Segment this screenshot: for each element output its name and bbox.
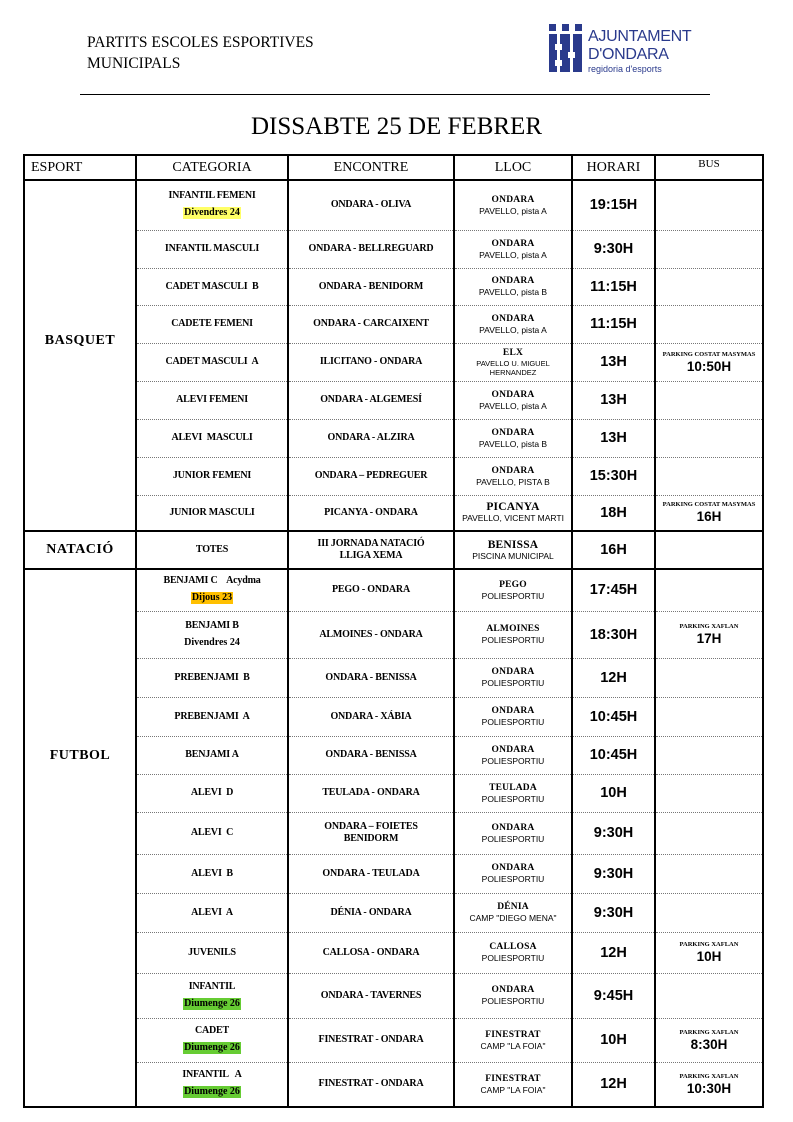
time-cell <box>572 268 655 305</box>
bus-cell <box>655 305 763 343</box>
time-cell <box>572 343 655 381</box>
venue-place: POLIESPORTIU <box>481 717 545 727</box>
category-cell <box>136 854 288 893</box>
venue-town: ONDARA <box>491 706 535 716</box>
venue-town: ONDARA <box>491 238 535 249</box>
bus-cell <box>655 419 763 457</box>
venue-cell <box>454 457 572 495</box>
category-cell <box>136 230 288 268</box>
bus-departure-time: 10:30H <box>686 1080 732 1096</box>
table-row <box>24 180 763 230</box>
match-cell <box>288 531 454 569</box>
match-cell <box>288 230 454 268</box>
venue-cell <box>454 495 572 531</box>
venue-town: ONDARA <box>491 313 535 324</box>
category-cell <box>136 495 288 531</box>
venue-town: CALLOSA <box>489 942 537 952</box>
bus-cell <box>655 531 763 569</box>
column-header-categoria: CATEGORIA <box>136 155 288 180</box>
column-header-esport: ESPORT <box>24 155 136 180</box>
match-cell <box>288 812 454 854</box>
category-name: INFANTIL MASCULI <box>164 243 260 254</box>
venue-cell <box>454 531 572 569</box>
sport-cell-natacio: NATACIÓ <box>24 531 136 569</box>
category-name: ALEVI C <box>190 827 234 838</box>
venue-cell <box>454 932 572 973</box>
match-cell <box>288 419 454 457</box>
time-cell <box>572 812 655 854</box>
match-name: ALMOINES - ONDARA <box>319 628 423 640</box>
venue-place: PAVELLO, pista A <box>479 249 547 260</box>
category-name: BENJAMI B <box>185 619 239 631</box>
match-name: ONDARA – PEDREGUER <box>314 470 428 481</box>
match-cell <box>288 457 454 495</box>
time-cell <box>572 457 655 495</box>
category-date-note: Diumenge 26 <box>184 1042 240 1053</box>
match-time: 19:15H <box>589 197 638 214</box>
bus-cell <box>655 854 763 893</box>
match-name: PEGO - ONDARA <box>332 584 410 596</box>
document-title-line2: MUNICIPALS <box>87 55 181 72</box>
match-name: ONDARA - ALGEMESÍ <box>320 394 422 405</box>
bus-cell <box>655 569 763 611</box>
sport-cell-basquet: BASQUET <box>24 180 136 531</box>
match-time: 10:45H <box>589 747 638 763</box>
match-cell <box>288 774 454 812</box>
venue-place: PAVELLO, pista B <box>478 438 548 449</box>
category-name: ALEVI A <box>191 906 233 918</box>
venue-town: PICANYA <box>486 501 540 514</box>
bus-cell <box>655 774 763 812</box>
time-cell <box>572 932 655 973</box>
match-cell <box>288 854 454 893</box>
column-header-horari: HORARI <box>572 155 655 180</box>
time-cell <box>572 495 655 531</box>
ajuntament-emblem-icon <box>547 22 585 74</box>
category-cell <box>136 531 288 569</box>
category-cell <box>136 697 288 736</box>
bus-pickup-place: PARKING COSTAT MASYMAS <box>662 350 756 358</box>
bus-cell <box>655 736 763 774</box>
category-cell <box>136 932 288 973</box>
category-name: JUNIOR FEMENI <box>172 470 252 481</box>
bus-cell <box>655 1062 763 1107</box>
document-title <box>87 32 314 74</box>
venue-cell <box>454 180 572 230</box>
match-name: ILICITANO - ONDARA <box>319 356 423 367</box>
category-cell <box>136 268 288 305</box>
category-name: CADET <box>194 1025 229 1036</box>
venue-town: BENISSA <box>487 538 539 551</box>
venue-cell <box>454 230 572 268</box>
venue-cell <box>454 854 572 893</box>
category-name: TOTES <box>195 544 229 555</box>
match-name: ONDARA - CARCAIXENT <box>313 318 429 329</box>
bus-departure-time: 10H <box>696 949 722 964</box>
bus-cell <box>655 495 763 531</box>
table-row <box>24 569 763 611</box>
category-name: BENJAMI C Acydma <box>163 575 261 587</box>
bus-pickup-place: PARKING XAFLAN <box>679 1028 739 1036</box>
bus-cell <box>655 658 763 697</box>
venue-town: ONDARA <box>491 427 535 438</box>
match-cell <box>288 569 454 611</box>
category-name: PREBENJAMI B <box>174 671 250 683</box>
category-cell <box>136 736 288 774</box>
match-cell <box>288 973 454 1018</box>
match-time: 13H <box>600 354 627 370</box>
match-cell <box>288 495 454 531</box>
column-header-bus: BUS <box>655 155 763 180</box>
logo-text-ajuntament: AJUNTAMENT <box>588 28 692 45</box>
match-time: 9:30H <box>593 825 634 841</box>
venue-cell <box>454 268 572 305</box>
category-cell <box>136 1018 288 1062</box>
day-title: DISSABTE 25 DE FEBRER <box>250 113 542 140</box>
table-row <box>24 531 763 569</box>
venue-place: POLIESPORTIU <box>481 874 545 884</box>
match-time: 18H <box>600 504 627 521</box>
category-date-note: Diumenge 26 <box>184 997 240 1009</box>
match-name: ONDARA - BELLREGUARD <box>308 243 434 254</box>
match-name: ONDARA - BENIDORM <box>318 280 424 292</box>
match-cell <box>288 893 454 932</box>
match-time: 18:30H <box>589 626 638 643</box>
venue-cell <box>454 774 572 812</box>
table-header-row <box>24 155 763 180</box>
bus-departure-time: 17H <box>696 631 722 646</box>
match-name: FINESTRAT - ONDARA <box>318 1034 424 1045</box>
venue-town: ELX <box>502 347 524 358</box>
match-time: 9:30H <box>593 241 634 257</box>
match-name: III JORNADA NATACIÓ LLIGA XEMA <box>317 538 425 561</box>
venue-place: POLIESPORTIU <box>481 635 545 645</box>
match-time: 12H <box>600 669 627 686</box>
venue-place: POLIESPORTIU <box>481 953 545 963</box>
match-cell <box>288 343 454 381</box>
category-cell <box>136 774 288 812</box>
match-cell <box>288 180 454 230</box>
match-name: ONDARA - ALZIRA <box>327 432 415 443</box>
match-time: 13H <box>600 392 627 408</box>
venue-town: ONDARA <box>491 744 535 755</box>
match-time: 13H <box>600 430 627 446</box>
category-cell <box>136 343 288 381</box>
venue-cell <box>454 611 572 658</box>
category-cell <box>136 419 288 457</box>
category-cell <box>136 1062 288 1107</box>
venue-town: PEGO <box>499 579 527 590</box>
match-cell <box>288 697 454 736</box>
category-date-note: Diumenge 26 <box>184 1086 240 1098</box>
venue-town: FINESTRAT <box>485 1073 541 1084</box>
bus-cell <box>655 230 763 268</box>
bus-cell <box>655 180 763 230</box>
venue-place: PAVELLO, pista A <box>479 400 547 411</box>
venue-town: DÉNIA <box>497 902 529 912</box>
venue-place: CAMP "DIEGO MENA" <box>469 913 557 923</box>
category-cell <box>136 893 288 932</box>
match-cell <box>288 611 454 658</box>
match-time: 10:45H <box>589 708 638 725</box>
logo-text-ondara: D'ONDARA <box>588 46 669 63</box>
venue-place: CAMP "LA FOIA" <box>480 1040 546 1051</box>
time-cell <box>572 611 655 658</box>
venue-cell <box>454 973 572 1018</box>
category-name: ALEVI FEMENI <box>176 394 248 405</box>
category-cell <box>136 381 288 419</box>
bus-pickup-place: PARKING XAFLAN <box>679 1072 739 1080</box>
time-cell <box>572 697 655 736</box>
category-name: ALEVI B <box>191 867 233 879</box>
venue-place: PAVELLO, VICENT MARTI <box>462 513 564 524</box>
bus-departure-time: 16H <box>696 509 722 525</box>
match-time: 12H <box>600 1076 627 1093</box>
bus-cell <box>655 381 763 419</box>
match-name: ONDARA - BENISSA <box>325 749 417 760</box>
bus-cell <box>655 812 763 854</box>
column-header-encontre: ENCONTRE <box>288 155 454 180</box>
venue-cell <box>454 381 572 419</box>
bus-cell <box>655 457 763 495</box>
bus-departure-time: 10:50H <box>686 358 732 374</box>
match-cell <box>288 932 454 973</box>
match-time: 17:45H <box>589 582 638 599</box>
category-name: CADETE FEMENI <box>171 318 253 329</box>
venue-place: POLIESPORTIU <box>481 996 545 1006</box>
venue-cell <box>454 893 572 932</box>
category-name: CADET MASCULI A <box>165 356 259 367</box>
venue-town: FINESTRAT <box>485 1029 541 1040</box>
category-name: ALEVI MASCULI <box>171 432 253 443</box>
match-time: 15:30H <box>589 468 638 484</box>
match-cell <box>288 1062 454 1107</box>
venue-cell <box>454 812 572 854</box>
venue-place: PAVELLO, pista A <box>479 205 547 216</box>
venue-town: ONDARA <box>491 985 535 995</box>
match-name: FINESTRAT - ONDARA <box>318 1078 424 1090</box>
venue-cell <box>454 569 572 611</box>
time-cell <box>572 854 655 893</box>
schedule-body <box>24 180 763 1107</box>
venue-town: ONDARA <box>491 667 535 677</box>
document-title-line1: PARTITS ESCOLES ESPORTIVES <box>87 34 314 51</box>
match-name: ONDARA - TAVERNES <box>320 989 422 1001</box>
venue-town: ONDARA <box>491 194 535 205</box>
match-cell <box>288 658 454 697</box>
venue-place: PISCINA MUNICIPAL <box>472 550 554 561</box>
match-time: 11:15H <box>590 278 637 295</box>
venue-place: CAMP "LA FOIA" <box>480 1084 546 1095</box>
venue-town: TEULADA <box>489 782 537 793</box>
match-time: 9:45H <box>593 987 634 1004</box>
category-name: INFANTIL <box>188 980 236 992</box>
category-cell <box>136 611 288 658</box>
sport-cell-futbol: FUTBOL <box>24 569 136 1107</box>
time-cell <box>572 1018 655 1062</box>
time-cell <box>572 305 655 343</box>
match-time: 10H <box>600 785 627 801</box>
category-name: INFANTIL FEMENI <box>168 190 256 202</box>
venue-place: POLIESPORTIU <box>481 793 545 804</box>
header-divider <box>80 94 710 95</box>
match-name: PICANYA - ONDARA <box>324 506 418 518</box>
category-name: INFANTIL A <box>182 1069 242 1081</box>
venue-place: POLIESPORTIU <box>481 833 545 844</box>
match-name: TEULADA - ONDARA <box>322 787 420 798</box>
schedule-table <box>23 154 764 1108</box>
match-name: DÉNIA - ONDARA <box>330 906 412 918</box>
bus-cell <box>655 611 763 658</box>
bus-cell <box>655 697 763 736</box>
venue-town: ONDARA <box>491 276 535 286</box>
venue-cell <box>454 658 572 697</box>
match-name: ONDARA – FOIETES BENIDORM <box>324 821 418 844</box>
time-cell <box>572 1062 655 1107</box>
match-time: 10H <box>600 1032 627 1048</box>
match-time: 12H <box>600 944 627 961</box>
time-cell <box>572 658 655 697</box>
venue-town: ONDARA <box>491 863 535 873</box>
venue-place: PAVELLO U. MIGUEL HERNANDEZ <box>476 358 550 377</box>
match-name: CALLOSA - ONDARA <box>322 946 420 958</box>
category-name: BENJAMI A <box>185 749 239 760</box>
category-cell <box>136 812 288 854</box>
match-cell <box>288 305 454 343</box>
time-cell <box>572 230 655 268</box>
match-time: 16H <box>600 542 627 558</box>
venue-town: ONDARA <box>491 465 535 476</box>
match-name: ONDARA - OLIVA <box>330 199 412 211</box>
bus-pickup-place: PARKING XAFLAN <box>679 623 739 630</box>
match-time: 9:30H <box>593 865 634 882</box>
category-cell <box>136 658 288 697</box>
ajuntament-logo <box>547 22 707 76</box>
venue-cell <box>454 305 572 343</box>
category-name: JUNIOR MASCULI <box>169 506 255 518</box>
bus-pickup-place: PARKING COSTAT MASYMAS <box>662 501 756 509</box>
column-header-lloc: LLOC <box>454 155 572 180</box>
venue-place: PAVELLO, PISTA B <box>476 476 550 487</box>
venue-cell <box>454 1062 572 1107</box>
venue-place: POLIESPORTIU <box>481 755 545 766</box>
category-name: CADET MASCULI B <box>165 280 259 292</box>
venue-town: ALMOINES <box>486 624 540 634</box>
time-cell <box>572 531 655 569</box>
bus-departure-time: 8:30H <box>690 1036 728 1052</box>
match-time: 11:15H <box>590 316 637 332</box>
category-cell <box>136 457 288 495</box>
time-cell <box>572 180 655 230</box>
time-cell <box>572 419 655 457</box>
match-cell <box>288 381 454 419</box>
venue-place: PAVELLO, pista A <box>479 324 547 335</box>
match-name: ONDARA - XÁBIA <box>330 710 412 722</box>
bus-cell <box>655 973 763 1018</box>
venue-town: ONDARA <box>491 389 535 400</box>
venue-place: POLIESPORTIU <box>481 590 545 601</box>
bus-pickup-place: PARKING XAFLAN <box>679 941 739 948</box>
bus-cell <box>655 932 763 973</box>
bus-cell <box>655 268 763 305</box>
match-name: ONDARA - BENISSA <box>325 671 417 683</box>
match-cell <box>288 268 454 305</box>
category-cell <box>136 569 288 611</box>
venue-cell <box>454 419 572 457</box>
venue-cell <box>454 697 572 736</box>
time-cell <box>572 973 655 1018</box>
category-cell <box>136 305 288 343</box>
category-date-note: Divendres 24 <box>184 636 240 648</box>
time-cell <box>572 774 655 812</box>
match-cell <box>288 736 454 774</box>
bus-cell <box>655 1018 763 1062</box>
category-date-note: Divendres 24 <box>184 207 240 219</box>
category-cell <box>136 973 288 1018</box>
time-cell <box>572 736 655 774</box>
time-cell <box>572 569 655 611</box>
time-cell <box>572 893 655 932</box>
time-cell <box>572 381 655 419</box>
venue-cell <box>454 343 572 381</box>
venue-town: ONDARA <box>491 822 535 833</box>
venue-cell <box>454 736 572 774</box>
logo-text-regidoria: regidoria d'esports <box>588 64 662 74</box>
match-time: 9:30H <box>593 904 634 921</box>
category-date-note: Dijous 23 <box>191 592 233 604</box>
match-name: ONDARA - TEULADA <box>322 867 420 879</box>
match-cell <box>288 1018 454 1062</box>
category-name: ALEVI D <box>190 787 234 798</box>
category-name: PREBENJAMI A <box>174 710 250 722</box>
venue-place: POLIESPORTIU <box>481 678 545 688</box>
category-name: JUVENILS <box>188 946 236 958</box>
bus-cell <box>655 343 763 381</box>
venue-place: PAVELLO, pista B <box>478 287 548 297</box>
bus-cell <box>655 893 763 932</box>
category-cell <box>136 180 288 230</box>
venue-cell <box>454 1018 572 1062</box>
